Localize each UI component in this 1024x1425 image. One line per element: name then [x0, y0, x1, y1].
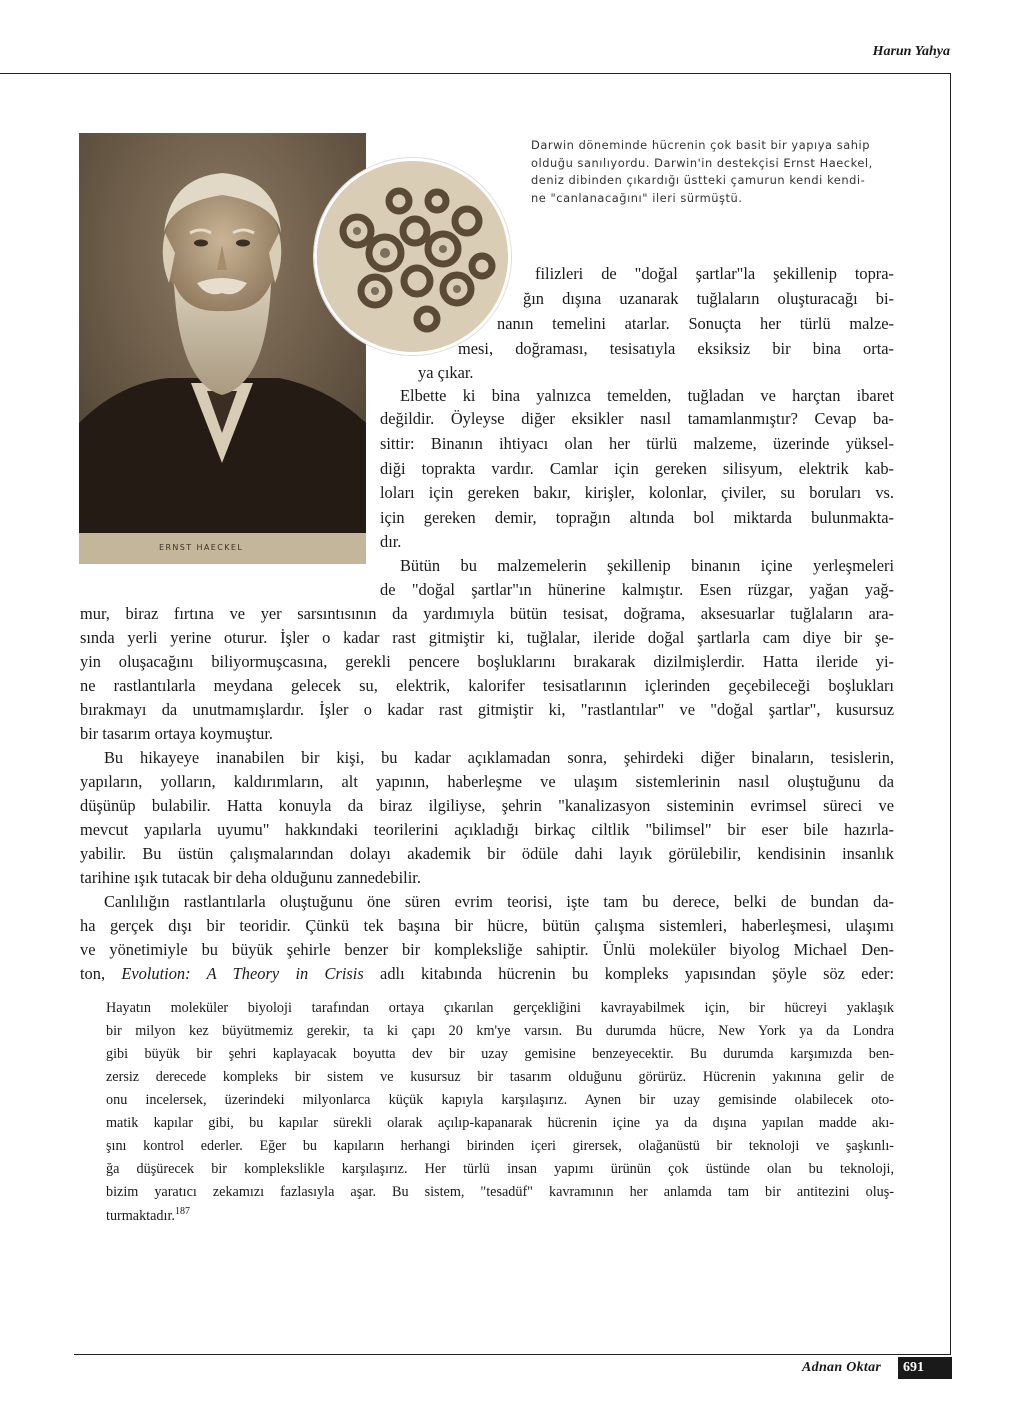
body-line: ve yönetimiyle bu büyük şehirle benzer bir kompleksliğe sahiptir. Ünlü moleküler biyolog Michael Den- [80, 940, 894, 959]
body-line: düşünüp bulabilir. Hatta konuyla da biraz ilgiliyse, şehrin "kanalizasyon sisteminin evrimsel süreci ve [80, 796, 894, 815]
header-author: Harun Yahya [872, 44, 950, 59]
quote-line: onu incelersek, üzerindeki milyonlarca küçük kapıyla karşılaşırız. Aynen bir uzay gemisinde olabilecek oto- [106, 1092, 894, 1108]
ref-pre: ton, [80, 964, 122, 983]
quote-line: ğa düşürecek bir komplekslikle karşılaşırız. Her türlü insan yapımı ürünün çok üstünde olan bu teknoloji, [106, 1161, 894, 1177]
footer-author: Adnan Oktar [802, 1360, 882, 1375]
caption-line: ne "canlanacağını" ileri sürmüştü. [531, 190, 743, 205]
footnote-ref: 187 [174, 1206, 190, 1217]
reference-line [80, 962, 894, 986]
body-line: yin oluşacağını biliyormuşcasına, gerekli pencere boşluklarını bırakarak dizilmişlerdir. Hatta ileride yi- [80, 652, 894, 671]
body-line: için gereken demir, toprağın altında bol miktarda bulunmakta- [380, 508, 894, 527]
right-rule [950, 73, 951, 1354]
caption-line: olduğu sanılıyordu. Darwin'in destekçisi Ernst Haeckel, [531, 155, 873, 170]
body-line: mur, biraz fırtına ve yer sarsıntısının da yardımıyla bütün tesisat, doğrama, aksesuarlar tuğlaların ara- [80, 604, 894, 623]
body-line: dır. [380, 532, 402, 551]
body-line: Bu hikayeye inanabilen bir kişi, bu kadar açıklamadan sonra, şehirdeki diğer binaların, tesislerin, [104, 748, 894, 767]
image-caption [531, 137, 901, 207]
body-line: mevcut yapılarla uyumu" hakkındaki teorilerini açıkladığı birkaç ciltlik "bilimsel" bir eser bile hazırla- [80, 820, 894, 839]
quote-line: şını kontrol ederler. Eğer bu kapıların herhangi birinden içeri girersek, olağanüstü bir teknoloji ve şaşkınlı- [106, 1138, 894, 1154]
body-line: Canlılığın rastlantılarla oluştuğunu öne süren evrim teorisi, işte tam bu derece, belki de bundan da- [104, 892, 894, 911]
ref-post: adlı kitabında hücrenin bu kompleks yapısından şöyle söz eder: [363, 964, 895, 983]
quote-line: bir milyon kez büyütmemiz gerekir, ta ki çapı 20 km'ye varsın. Bu durumda hücre, New York ya da Londra [106, 1023, 894, 1039]
quote-line [106, 1205, 190, 1228]
body-line: yapıların, yolların, kaldırımların, alt yapının, haberleşme ve ulaşım sistemlerinin nasıl oluştuğunu da [80, 772, 894, 791]
body-line: loları için gereken bakır, kirişler, kolonlar, çiviler, su boruları vs. [380, 483, 894, 502]
quote-last-text: turmaktadır. [106, 1208, 175, 1224]
body-line: nanın temelini atarlar. Sonuçta her türlü malze- [497, 314, 894, 333]
body-line: bırakmayı da unutmamışlardır. İşler o kadar rast gitmiştir ki, "rastlantılar" ve "doğal şartlar", kusursuz [80, 700, 894, 719]
body-line: ya çıkar. [418, 363, 474, 382]
body-line: ne rastlantılarla meydana gelecek su, elektrik, kalorifer tesisatlarının içlerinden geçebileceği boşlukları [80, 676, 894, 695]
body-line: sittir: Binanın ihtiyacı olan her türlü malzeme, üzerinde yüksel- [380, 434, 894, 453]
caption-line: Darwin döneminde hücrenin çok basit bir yapıya sahip [531, 138, 871, 152]
body-line: Bütün bu malzemelerin şekillenip binanın içine yerleşmeleri [400, 556, 894, 575]
body-line: bir tasarım ortaya koymuştur. [80, 724, 274, 743]
ernst-haeckel-portrait [79, 133, 366, 564]
body-line: diği toprakta vardır. Camlar için gereken silisyum, elektrik kab- [380, 459, 894, 478]
body-line: mesi, doğraması, tesisatıyla eksiksiz bir bina orta- [458, 339, 894, 358]
top-rule [0, 73, 950, 74]
cell-micrograph-image [314, 158, 511, 355]
body-line: yabilir. Bu üstün çalışmalarından dolayı akademik bir ödüle dahi layık görülebilir, kendisinin insanlık [80, 844, 894, 863]
body-line: sında yerli yerine oturur. İşler o kadar rast gitmiştir ki, tuğlalar, ileride doğal şartlarla cam diye bir şe- [80, 628, 894, 647]
body-line: tarihine ışık tutacak bir deha olduğunu zannedebilir. [80, 868, 421, 887]
body-line: ğın dışına uzanarak tuğlaların oluşturacağı bi- [523, 289, 894, 308]
body-line: değildir. Öyleyse diğer eksikler nasıl tamamlanmıştır? Cevap ba- [380, 409, 894, 428]
body-line: filizleri de "doğal şartlar"la şekillenip topra- [535, 264, 894, 283]
quote-line: matik kapılar gibi, bu kapılar sürekli olarak açılıp-kapanarak hücrenin içine ya da dışına yapılan madde akı- [106, 1115, 894, 1131]
body-line: ha gerçek dışı bir teoridir. Çünkü tek başına bir hücre, bütün çalışma sistemleri, haberleşmesi, ulaşımı [80, 916, 894, 935]
bottom-rule [74, 1354, 951, 1355]
portrait-label: ERNST HAECKEL [159, 543, 244, 552]
quote-line: zersiz derecede kompleks bir sistem ve kusursuz bir tasarım olduğunu görürüz. Hücrenin yakınına gelir de [106, 1069, 894, 1085]
caption-line: deniz dibinden çıkardığı üstteki çamurun kendi kendi- [531, 173, 866, 187]
body-line: de "doğal şartlar"ın hünerine kalmıştır. Esen rüzgar, yağan yağ- [380, 580, 894, 599]
quote-line: gibi büyük bir şehri kaplayacak boyutta dev bir uzay gemisine benzeyecektir. Bu durumda karşımızda ben- [106, 1046, 894, 1062]
page-number: 691 [898, 1357, 952, 1379]
book-title: Evolution: A Theory in Crisis [121, 964, 364, 983]
body-line: Elbette ki bina yalnızca temelden, tuğladan ve harçtan ibaret [400, 386, 894, 405]
quote-line: Hayatın moleküler biyoloji tarafından ortaya çıkarılan gerçekliğini kavrayabilmek için, bir hücreyi yaklaşık [106, 1000, 894, 1016]
quote-line: bizim yaratıcı zekamızı fazlasıyla aşar. Bu sistem, "tesadüf" kavramının her anlamda tam bir antitezini oluş- [106, 1184, 894, 1200]
